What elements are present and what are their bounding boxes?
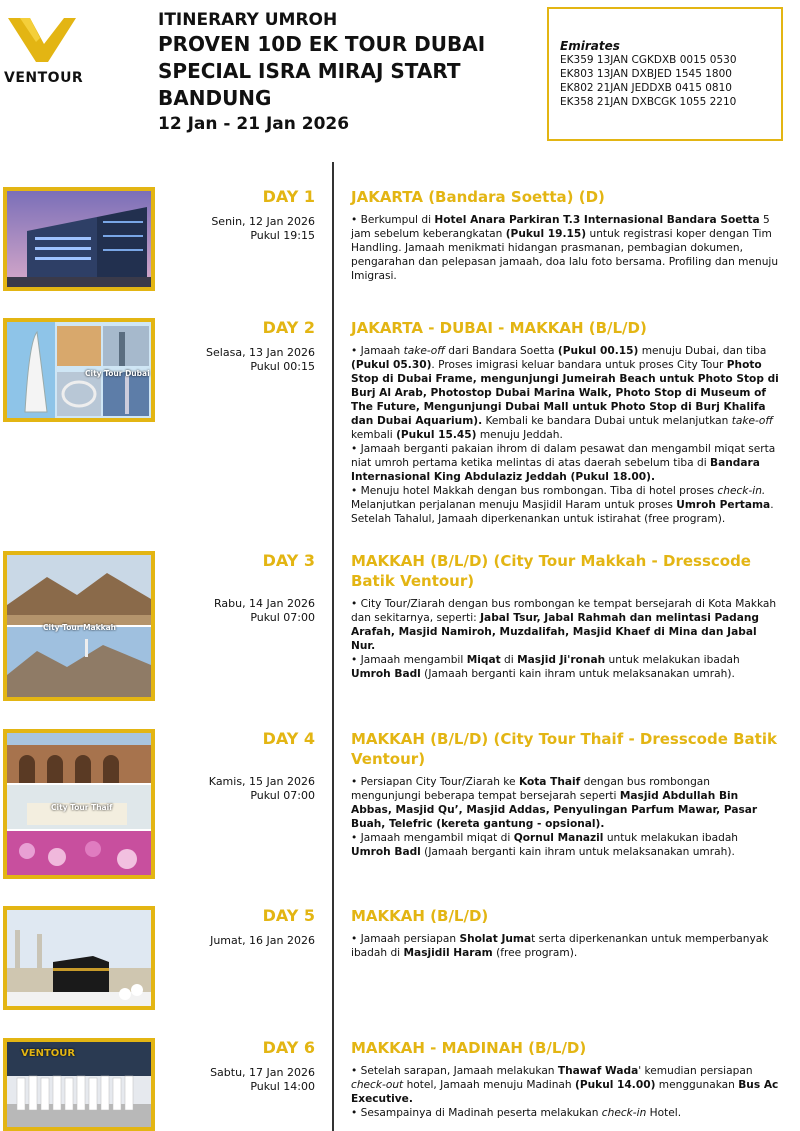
- description-segment: • Jamaah mengambil miqat di: [351, 832, 514, 844]
- description-segment: (Pukul 15.45): [396, 429, 477, 441]
- description-segment: Kembali ke bandara Dubai untuk melanjutkan: [482, 415, 732, 427]
- flight-line: EK359 13JAN CGKDXB 0015 0530: [560, 54, 737, 66]
- description-paragraph: [351, 932, 781, 960]
- description-segment: • Jamaah mengambil: [351, 654, 467, 666]
- description-paragraph: [351, 442, 781, 484]
- description-segment: untuk registrasi koper dengan Tim Handling. Jamaah menikmati hidangan prasmanan, pembagian dokumen, pengarahan dan pelepasan jamaah, doa lalu foto bersama. Profiling dan menuju Imigrasi.: [351, 228, 779, 282]
- day-date-text: Jumat, 16 Jan 2026: [210, 934, 315, 947]
- description-segment: • Menuju hotel Makkah dengan bus rombongan. Tiba di hotel proses: [351, 485, 718, 497]
- description-segment: take-off: [731, 415, 773, 427]
- description-paragraph: [351, 1106, 781, 1120]
- description-segment: di: [500, 654, 518, 666]
- description-segment: menuju Dubai, dan tiba: [638, 345, 767, 357]
- day-date: [210, 934, 315, 948]
- description-segment: check-in: [601, 1107, 647, 1119]
- day-title: JAKARTA - DUBAI - MAKKAH (B/L/D): [351, 319, 647, 337]
- description-segment: • Persiapan City Tour/Ziarah ke: [351, 776, 519, 788]
- description-segment: hotel, Jamaah menuju Madinah: [403, 1079, 575, 1091]
- title-line-1: PROVEN 10D EK TOUR DUBAI: [158, 32, 486, 56]
- description-segment: • Berkumpul di: [351, 214, 435, 226]
- day-title: JAKARTA (Bandara Soetta) (D): [351, 188, 605, 206]
- itinerary-subtitle: ITINERARY UMROH: [158, 10, 338, 30]
- day-date: [211, 215, 315, 243]
- day-description: [351, 1064, 781, 1120]
- description-segment: kembali: [351, 429, 397, 441]
- description-segment: Miqat: [466, 654, 501, 666]
- description-segment: (free program).: [492, 947, 578, 959]
- day-description: [351, 344, 781, 526]
- description-segment: Photo Stop di Dubai Frame, mengunjungi Jumeirah Beach untuk Photo Stop di Burj Al Arab, Photostop Dubai Marina Walk, Photo Stop di Museum of The Future, Mengunjungi Dubai Mall untuk Photo Stop di Burj Khalifa dan Dubai Aquarium).: [351, 359, 779, 427]
- description-segment: t serta diperkenankan untuk memperbanyak ibadah di: [351, 933, 769, 959]
- description-segment: Kota Thaif: [518, 776, 581, 788]
- day-label: DAY 2: [262, 318, 315, 337]
- description-segment: (Pukul 00.15): [557, 345, 639, 357]
- description-segment: . Setelah Tahalul, Jamaah diperkenankan untuk istirahat (free program).: [351, 499, 774, 525]
- description-paragraph: [351, 1064, 781, 1106]
- description-segment: • Jamaah persiapan: [351, 933, 460, 945]
- itinerary-title-block: [158, 10, 538, 135]
- day-time-text: Pukul 14:00: [250, 1080, 315, 1093]
- description-segment: (Jamaah berganti kain ihram untuk melaksanakan umrah).: [420, 668, 735, 680]
- description-segment: menggunakan: [655, 1079, 739, 1091]
- day-date: [209, 775, 315, 803]
- day-date-text: Selasa, 13 Jan 2026: [206, 346, 315, 359]
- day-label: DAY 3: [262, 551, 315, 570]
- day-date-text: Senin, 12 Jan 2026: [211, 215, 315, 228]
- day-label: DAY 4: [262, 729, 315, 748]
- day-date-text: Kamis, 15 Jan 2026: [208, 775, 315, 788]
- day-description: [351, 597, 781, 681]
- tour-dates: 12 Jan - 21 Jan 2026: [158, 114, 350, 134]
- description-paragraph: [351, 344, 781, 442]
- description-segment: • Jamaah berganti pakaian ihrom di dalam pesawat dan mengambil miqat serta niat umroh pertama ketika melintas di atas daerah sebelum tiba di: [351, 443, 776, 469]
- airline-name: Emirates: [560, 39, 620, 53]
- day-photo-dubai: [3, 318, 155, 422]
- description-segment: Hotel.: [646, 1107, 682, 1119]
- logo-text: VENTOUR: [4, 70, 84, 86]
- day-label: DAY 6: [262, 1038, 315, 1057]
- description-segment: Qornul Manazil: [513, 832, 604, 844]
- description-segment: Umroh Pertama: [676, 499, 771, 511]
- ventour-logo: [4, 14, 82, 86]
- day-time-text: Pukul 07:00: [250, 789, 315, 802]
- day-title: MAKKAH (B/L/D) (City Tour Thaif - Dresscode Batik Ventour): [351, 730, 777, 768]
- day-date: [210, 1066, 315, 1094]
- day-description: [351, 932, 781, 960]
- day-time-text: Pukul 00:15: [250, 360, 315, 373]
- description-segment: • City Tour/Ziarah dengan bus rombongan ke tempat bersejarah di Kota Makkah dan sekitarnya, seperti:: [351, 598, 777, 624]
- flight-info-box: [547, 7, 783, 141]
- timeline-divider: [332, 162, 334, 1131]
- description-segment: Jabal Tsur, Jabal Rahmah dan melintasi Padang Arafah, Masjid Namiroh, Muzdalifah, Masjid Khaef di Mina dan Jabal Nur.: [351, 612, 760, 652]
- description-segment: • Jamaah: [351, 345, 404, 357]
- description-segment: Melanjutkan perjalanan menuju Masjidil Haram untuk proses: [351, 499, 677, 511]
- description-segment: untuk melakukan ibadah: [605, 654, 740, 666]
- day-title: MAKKAH (B/L/D) (City Tour Makkah - Dresscode Batik Ventour): [351, 552, 751, 590]
- title-line-3: BANDUNG: [158, 86, 272, 110]
- description-segment: untuk melakukan ibadah: [603, 832, 739, 844]
- description-segment: . Proses imigrasi keluar bandara untuk proses City Tour: [431, 359, 727, 371]
- description-segment: (Jamaah berganti kain ihram untuk melaksanakan umrah).: [420, 846, 735, 858]
- description-segment: dari Bandara Soetta: [444, 345, 558, 357]
- day-description: [351, 213, 781, 283]
- day-date-text: Sabtu, 17 Jan 2026: [210, 1066, 315, 1079]
- description-paragraph: [351, 653, 781, 681]
- description-segment: Bandara Internasional King Abdulaziz Jeddah (Pukul 18.00).: [351, 457, 760, 483]
- description-segment: take-off: [403, 345, 445, 357]
- photo-caption: City Tour Thaif: [51, 803, 113, 812]
- description-paragraph: [351, 213, 781, 283]
- flight-line: EK803 13JAN DXBJED 1545 1800: [560, 68, 732, 80]
- description-segment: Umroh Badl: [351, 846, 421, 858]
- photo-caption: City Tour Makkah: [43, 623, 116, 632]
- description-paragraph: [351, 831, 781, 859]
- description-segment: menuju Jeddah.: [476, 429, 563, 441]
- day-time-text: Pukul 07:00: [250, 611, 315, 624]
- day-photo-group: [3, 1038, 155, 1131]
- description-segment: • Setelah sarapan, Jamaah melakukan: [351, 1065, 558, 1077]
- description-segment: Umroh Badl: [351, 668, 421, 680]
- description-segment: ' kemudian persiapan: [638, 1065, 753, 1077]
- description-paragraph: [351, 484, 781, 526]
- flight-line: EK802 21JAN JEDDXB 0415 0810: [560, 82, 732, 94]
- day-description: [351, 775, 781, 859]
- day-label: DAY 5: [262, 906, 315, 925]
- day-photo-kaaba: [3, 906, 155, 1010]
- day-date-text: Rabu, 14 Jan 2026: [213, 597, 315, 610]
- description-segment: Bus Ac Executive.: [351, 1079, 779, 1105]
- title-line-2: SPECIAL ISRA MIRAJ START: [158, 59, 461, 83]
- photo-caption: City Tour Dubai: [85, 369, 150, 378]
- description-segment: Masjid Abdullah Bin Abbas, Masjid Qu’, Masjid Addas, Penyulingan Parfum Mawar, Pasar Buah, Telefric (kereta gantung - opsional).: [351, 790, 758, 830]
- description-segment: Thawaf Wada: [557, 1065, 639, 1077]
- day-date: [206, 346, 315, 374]
- day-label: DAY 1: [262, 187, 315, 206]
- day-title: MAKKAH - MADINAH (B/L/D): [351, 1039, 587, 1057]
- description-paragraph: [351, 597, 781, 653]
- description-segment: check-in.: [717, 485, 766, 497]
- ventour-v-icon: [6, 14, 76, 64]
- description-segment: • Sesampainya di Madinah peserta melakukan: [351, 1107, 602, 1119]
- description-segment: Hotel Anara Parkiran T.3 Internasional Bandara Soetta: [434, 214, 760, 226]
- day-title: MAKKAH (B/L/D): [351, 907, 489, 925]
- description-segment: (Pukul 14.00): [575, 1079, 656, 1091]
- flight-line: EK358 21JAN DXBCGK 1055 2210: [560, 96, 737, 108]
- day-photo-hotel: [3, 187, 155, 291]
- description-segment: (Pukul 19.15): [505, 228, 587, 240]
- description-segment: dengan bus rombongan mengunjungi beberapa tempat bersejarah seperti: [351, 776, 711, 802]
- description-segment: Sholat Juma: [459, 933, 532, 945]
- day-photo-thaif: [3, 729, 155, 879]
- description-segment: (Pukul 05.30): [351, 359, 432, 371]
- day-date: [214, 597, 315, 625]
- description-segment: 5 jam sebelum keberangkatan: [351, 214, 770, 240]
- photo-caption: VENTOUR: [21, 1048, 76, 1059]
- day-time-text: Pukul 19:15: [250, 229, 315, 242]
- description-segment: check-out: [351, 1079, 404, 1091]
- day-photo-makkah: [3, 551, 155, 701]
- description-paragraph: [351, 775, 781, 831]
- description-segment: Masjid Ji'ronah: [517, 654, 606, 666]
- description-segment: Masjidil Haram: [403, 947, 493, 959]
